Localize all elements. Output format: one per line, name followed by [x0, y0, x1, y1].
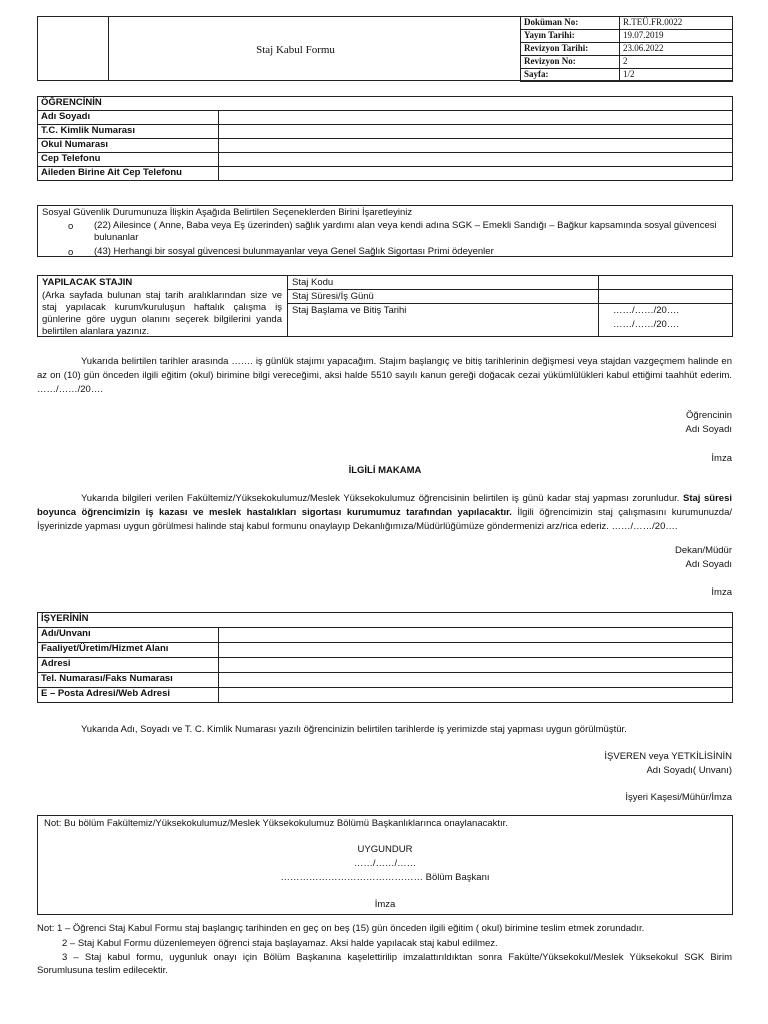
student-sign-name: Adı Soyadı — [685, 424, 732, 435]
form-title: Staj Kabul Formu — [256, 44, 335, 56]
field-value[interactable] — [219, 628, 733, 643]
student-sign-title: Öğrencinin — [686, 410, 732, 421]
authority-text — [37, 492, 732, 534]
note-3: 3 – Staj kabul formu, uygunluk onayı için Bölüm Başkanına kaşelettirilip imzalattırıldıktan sonra Fakülte/Yüksekokul/Meslek Yüksekokul SGK Birim Sorumlusuna teslim edilecektir. — [37, 952, 732, 976]
dean-sign-title: Dekan/Müdür — [674, 545, 732, 556]
field-label: T.C. Kimlik Numarası — [38, 125, 219, 139]
meta-label: Yayın Tarihi: — [521, 30, 620, 43]
department-note: Not: Bu bölüm Fakültemiz/Yüksekokulumuz/Meslek Yüksekokulumuz Bölümü Başkanlıklarınca onaylanacaktır. — [44, 818, 508, 829]
employer-table — [37, 612, 733, 703]
field-value[interactable] — [219, 688, 733, 703]
field-label: Cep Telefonu — [38, 153, 219, 167]
dean-sign-name: Adı Soyadı — [685, 559, 732, 570]
meta-label: Doküman No: — [521, 17, 620, 30]
meta-value: 19.07.2019 — [620, 30, 733, 43]
authority-text-2: İlgili öğrencimizin staj çalışmasını kurumunuzda/İşyerinizde yapması uygun görülmesi halinde staj kabul formunu onaylayıp Dekanlığımıza/Müdürlüğümüze göndermenizi arz/rica ederiz. ……/……/20…. — [37, 507, 733, 532]
meta-label: Sayfa: — [521, 69, 620, 82]
field-label: E – Posta Adresi/Web Adresi — [38, 688, 219, 703]
divider — [287, 289, 732, 290]
department-head: ……………………………………… Bölüm Başkanı — [280, 872, 490, 883]
field-value[interactable] — [219, 673, 733, 688]
option-bullet[interactable]: o — [68, 221, 74, 232]
approval-date[interactable]: ……/……/…… — [353, 858, 417, 869]
dean-sign-imza: İmza — [711, 587, 732, 598]
meta-value: 2 — [620, 56, 733, 69]
meta-label: Revizyon No: — [521, 56, 620, 69]
staj-kodu-label: Staj Kodu — [292, 277, 334, 288]
logo-area — [38, 17, 109, 80]
authority-text-bold: Staj süresi boyunca öğrencimizin iş kazası ve meslek hastalıkları sigortası kurumumuz tarafından yapılacaktır. — [37, 493, 732, 518]
employer-sign-stamp: İşyeri Kaşesi/Mühür/İmza — [625, 792, 732, 803]
note-2: 2 – Staj Kabul Formu düzenlemeyen öğrenci staja başlayamaz. Aksi halde yapılacak staj kabul edilmez. — [62, 938, 498, 949]
social-option-22: (22) Ailesince ( Anne, Baba veya Eş üzerinden) sağlık yardımı alan veya kendi adına SGK – Emekli Sandığı – Bağkur kapsamında sosyal güvencesi bulunanlar — [94, 220, 717, 243]
internship-box — [37, 275, 733, 337]
field-value[interactable] — [219, 125, 733, 139]
option-bullet[interactable]: o — [68, 247, 74, 258]
field-value[interactable] — [219, 658, 733, 673]
social-heading: Sosyal Güvenlik Durumunuza İlişkin Aşağıda Belirtilen Seçeneklerden Birini İşaretleyiniz — [42, 207, 413, 218]
staj-suresi-label: Staj Süresi/İş Günü — [292, 291, 374, 302]
field-value[interactable] — [219, 111, 733, 125]
social-option-43: (43) Herhangi bir sosyal güvencesi bulunmayanlar veya Genel Sağlık Sigortası Primi ödeyenler — [94, 246, 494, 257]
approved-label: UYGUNDUR — [357, 844, 413, 855]
employer-heading: İŞYERİNİN — [38, 613, 733, 628]
field-label: Adresi — [38, 658, 219, 673]
start-date[interactable]: ……/……/20…. — [613, 305, 679, 316]
social-security-box — [37, 205, 733, 257]
field-label: Tel. Numarası/Faks Numarası — [38, 673, 219, 688]
field-label: Faaliyet/Üretim/Hizmet Alanı — [38, 643, 219, 658]
student-sign-imza: İmza — [711, 453, 732, 464]
field-value[interactable] — [219, 167, 733, 181]
commitment-text: Yukarıda belirtilen tarihler arasında ……. iş günlük stajımı yapacağım. Stajım başlangıç ve bitiş tarihlerinin değişmesi veya stajdan vazgeçmem halinde en az on (10) gün önceden ilgili eğitim (okul) birimine bilgi vereceğimi, aksi halde 5510 sayılı kanun gereği doğacak cezai yükümlülükleri kabul ettiğimi taahhüt ederim. ……/……/20…. — [37, 356, 732, 395]
field-label: Adı/Unvanı — [38, 628, 219, 643]
field-value[interactable] — [219, 139, 733, 153]
divider — [598, 276, 599, 336]
employer-sign-title: İŞVEREN veya YETKİLİSİNİN — [604, 751, 732, 762]
field-value[interactable] — [219, 643, 733, 658]
field-label: Okul Numarası — [38, 139, 219, 153]
department-approval-box — [37, 815, 733, 915]
internship-heading: YAPILACAK STAJIN — [42, 277, 133, 288]
document-meta-table — [520, 16, 733, 82]
department-sign: İmza — [374, 899, 396, 910]
meta-value: R.TEÜ.FR.0022 — [620, 17, 733, 30]
divider — [287, 303, 732, 304]
staj-tarih-label: Staj Başlama ve Bitiş Tarihi — [292, 305, 407, 316]
employer-sign-name: Adı Soyadı( Unvanı) — [646, 765, 732, 776]
meta-value: 23.06.2022 — [620, 43, 733, 56]
employer-approval-text: Yukarıda Adı, Soyadı ve T. C. Kimlik Numarası yazılı öğrencinizin belirtilen tarihlerde iş yerimizde staj yapması uygun görülmüştür. — [81, 724, 627, 735]
field-label: Adı Soyadı — [38, 111, 219, 125]
student-heading: ÖĞRENCİNİN — [38, 97, 733, 111]
field-label: Aileden Birine Ait Cep Telefonu — [38, 167, 219, 181]
note-1: Not: 1 – Öğrenci Staj Kabul Formu staj başlangıç tarihinden en geç on beş (15) gün önceden ilgili eğitim ( okul) birimine teslim etmek zorundadır. — [37, 923, 645, 934]
meta-value: 1/2 — [620, 69, 733, 82]
end-date[interactable]: ……/……/20…. — [613, 319, 679, 330]
field-value[interactable] — [219, 153, 733, 167]
meta-label: Revizyon Tarihi: — [521, 43, 620, 56]
authority-heading: İLGİLİ MAKAMA — [348, 465, 422, 476]
authority-text-1: Yukarıda bilgileri verilen Fakültemiz/Yüksekokulumuz/Meslek Yüksekokulumuz öğrencisinin belirtilen iş günü kadar staj yapması zorunludur. — [81, 493, 683, 504]
divider — [287, 276, 288, 336]
student-table — [37, 96, 733, 181]
internship-description: (Arka sayfada bulunan staj tarih aralıklarından size ve staj yapılacak kurum/kuruluşun haftalık çalışma iş günlerine göre uygun olanını seçerek bilgilerini yanda belirtilen alanlara yazınız. — [42, 290, 282, 337]
